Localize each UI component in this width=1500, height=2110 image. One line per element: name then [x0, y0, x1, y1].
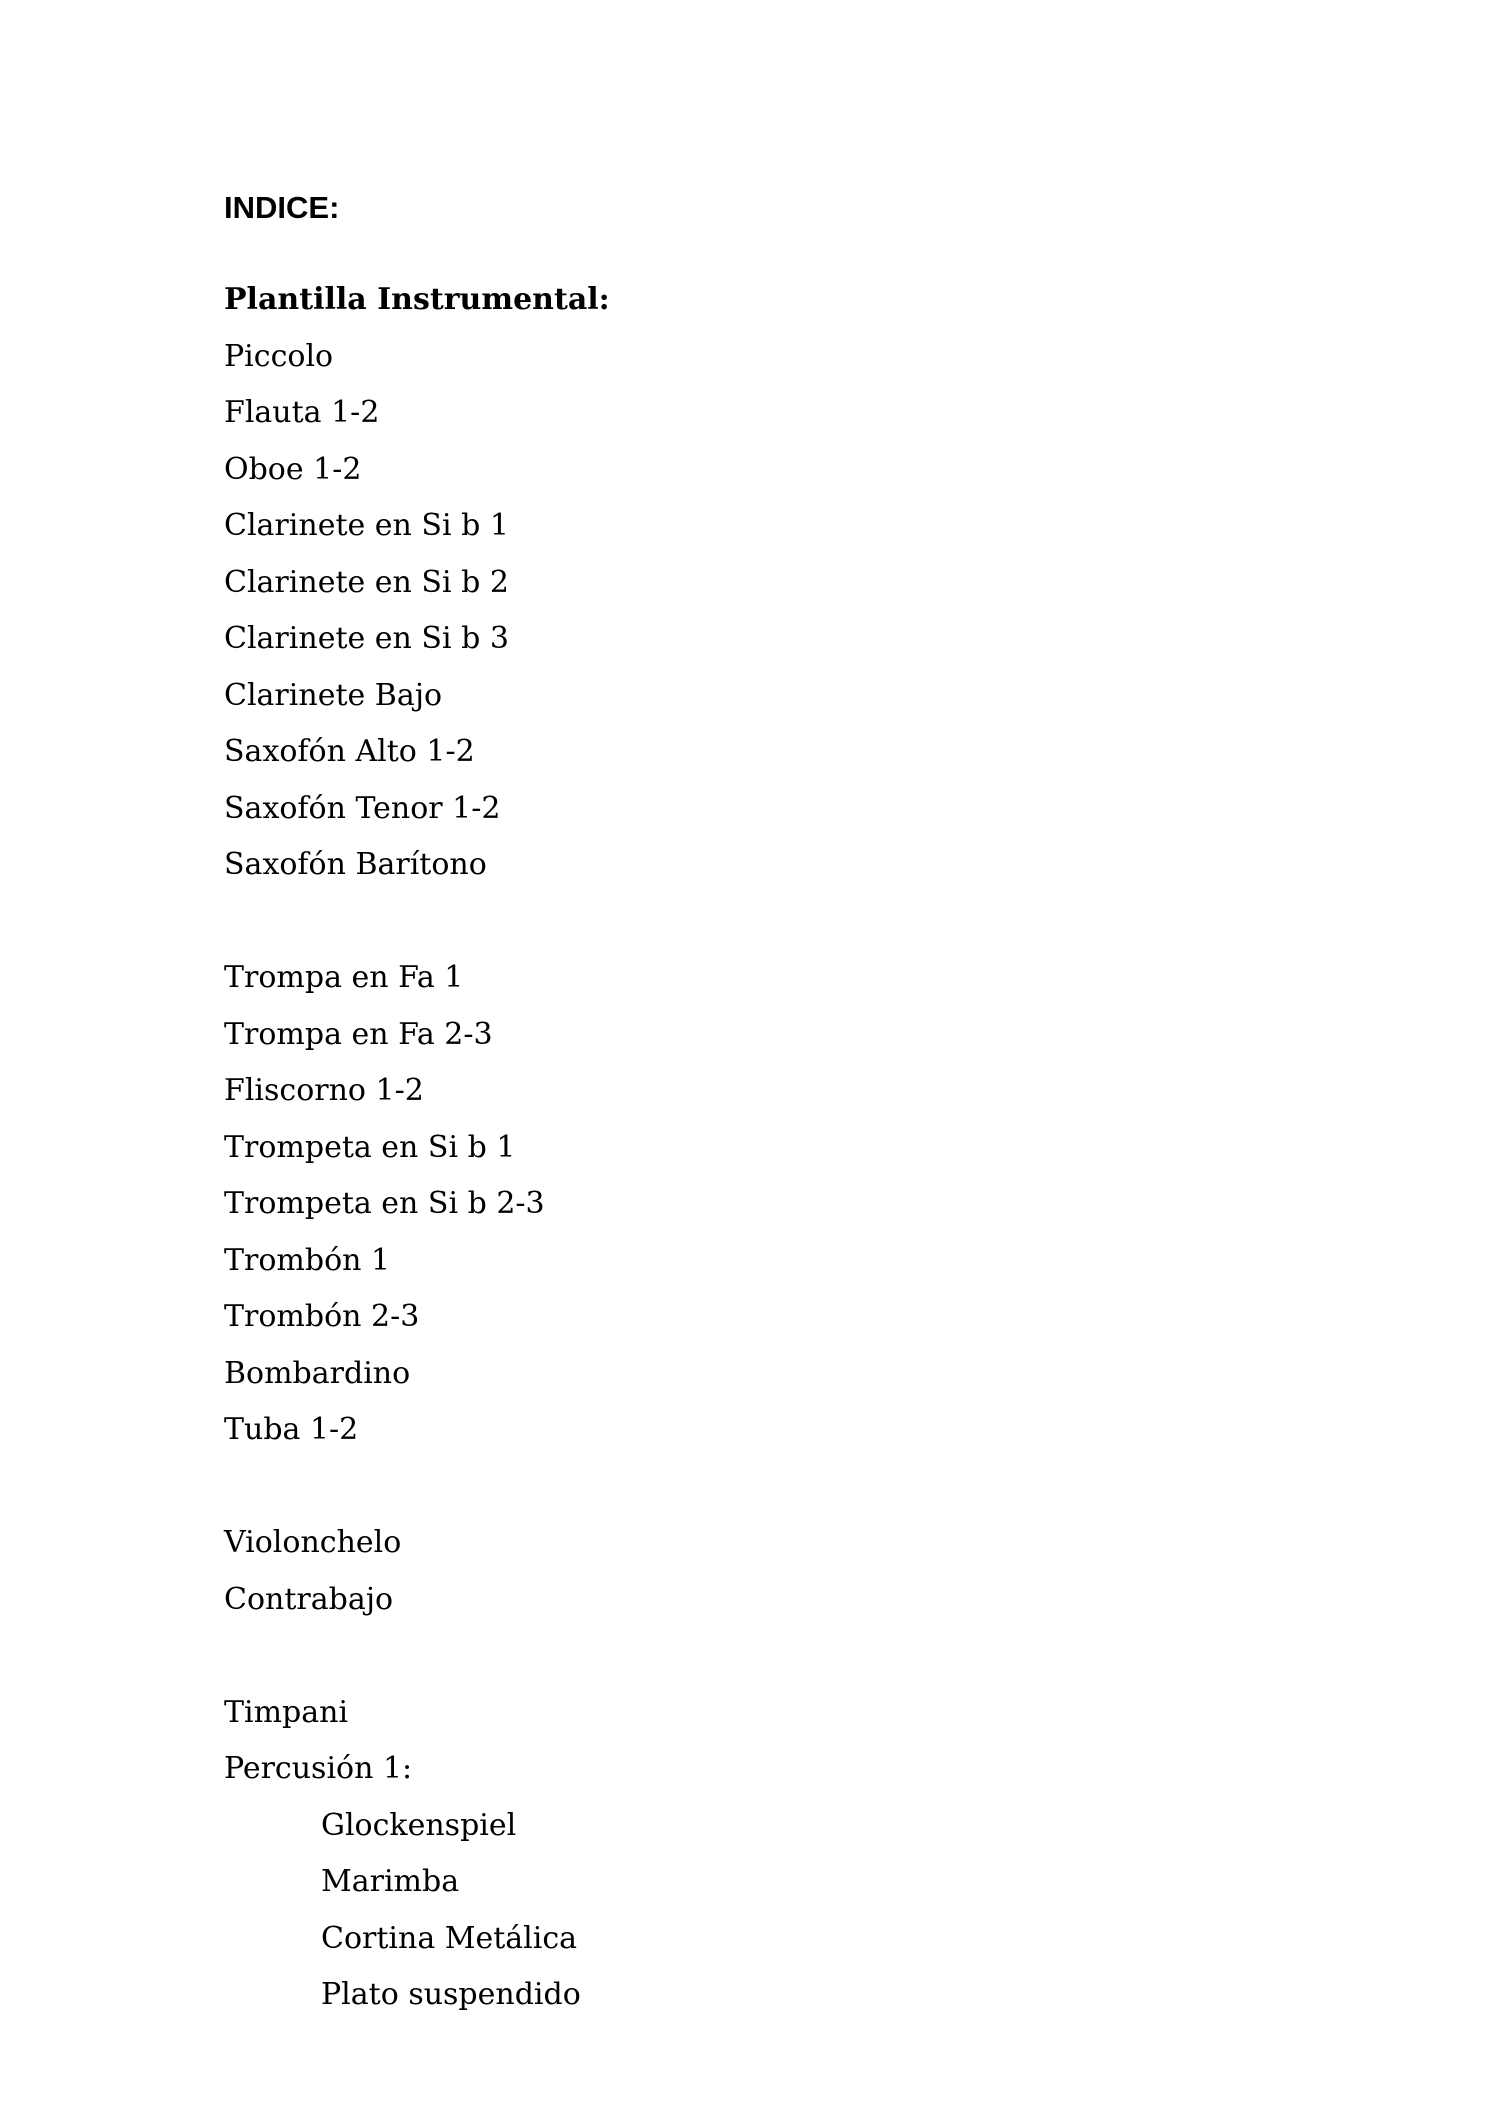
woodwind-item-clarinet-3: Clarinete en Si b 3	[224, 621, 509, 656]
brass-item-tuba: Tuba 1-2	[224, 1412, 359, 1447]
woodwind-item-piccolo: Piccolo	[224, 338, 334, 374]
brass-item-flugelhorn: Fliscorno 1-2	[224, 1073, 424, 1108]
instrument-list	[224, 280, 1324, 2032]
woodwind-item-tenor-sax: Saxofón Tenor 1-2	[224, 790, 501, 826]
percussion-group-label: Percusión 1:	[224, 1751, 413, 1786]
percussion-subitem-suspended-cymbal: Plato suspendido	[321, 1977, 581, 2012]
woodwind-item-alto-sax: Saxofón Alto 1-2	[224, 734, 475, 769]
brass-item-horn-1: Trompa en Fa 1	[224, 960, 464, 995]
section-title: Plantilla Instrumental:	[224, 282, 610, 317]
woodwind-item-flute: Flauta 1-2	[224, 395, 380, 430]
blank-line	[224, 902, 1324, 959]
woodwind-item-clarinet-1: Clarinete en Si b 1	[224, 508, 509, 543]
woodwind-item-baritone-sax: Saxofón Barítono	[224, 847, 487, 882]
string-item-double-bass: Contrabajo	[224, 1581, 394, 1617]
brass-item-trumpet-1: Trompeta en Si b 1	[224, 1129, 516, 1165]
woodwind-item-clarinet-2: Clarinete en Si b 2	[224, 564, 509, 600]
percussion-subitem-glockenspiel: Glockenspiel	[321, 1807, 517, 1843]
blank-line	[224, 1467, 1324, 1524]
index-heading: INDICE:	[224, 190, 340, 225]
percussion-item-timpani: Timpani	[224, 1694, 349, 1730]
blank-line	[224, 1636, 1324, 1693]
brass-item-euphonium: Bombardino	[224, 1355, 411, 1391]
woodwind-item-oboe: Oboe 1-2	[224, 451, 362, 487]
percussion-subitem-mark-tree: Cortina Metálica	[321, 1920, 578, 1956]
percussion-subitem-marimba: Marimba	[321, 1864, 460, 1899]
brass-item-trombone-2-3: Trombón 2-3	[224, 1299, 420, 1334]
brass-item-trumpet-2-3: Trompeta en Si b 2-3	[224, 1186, 545, 1221]
brass-item-horn-2-3: Trompa en Fa 2-3	[224, 1016, 493, 1052]
woodwind-item-bass-clarinet: Clarinete Bajo	[224, 677, 443, 713]
brass-item-trombone-1: Trombón 1	[224, 1242, 391, 1278]
string-item-cello: Violonchelo	[224, 1525, 402, 1560]
